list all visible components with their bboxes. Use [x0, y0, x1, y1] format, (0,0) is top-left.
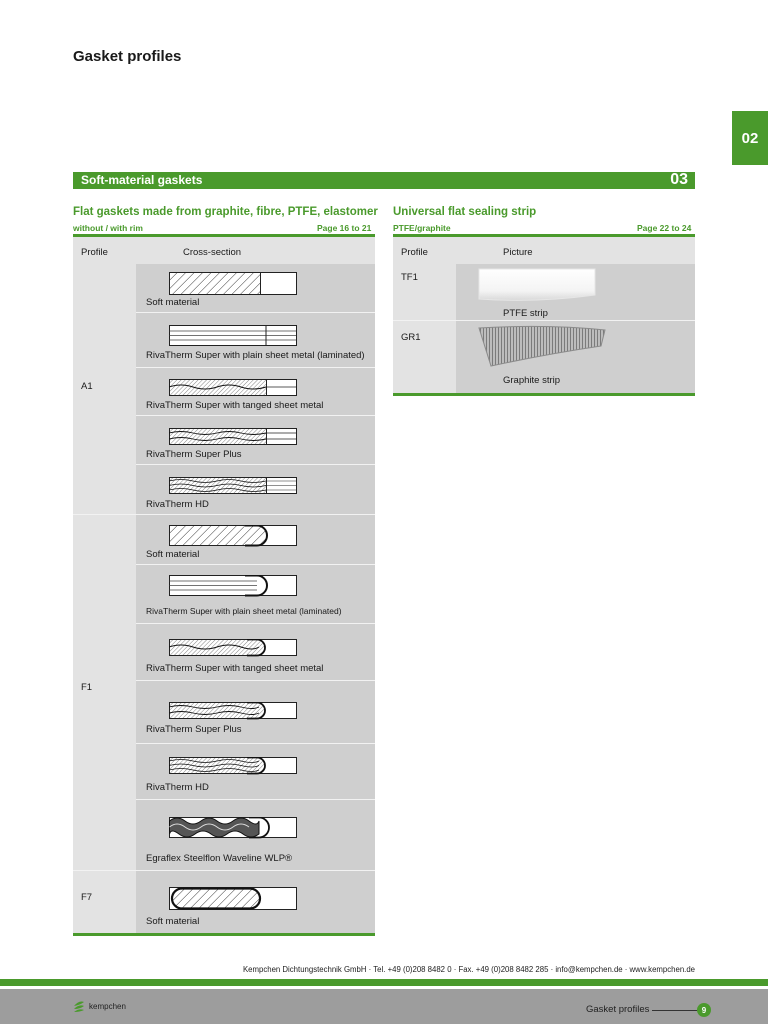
profile-a1-hd-label: RivaTherm HD: [146, 499, 209, 510]
right-block-bottom-rule: [393, 393, 695, 396]
strip-profile-gr1: GR1: [401, 332, 421, 343]
profile-a1-tanged-label: RivaTherm Super with tanged sheet metal: [146, 400, 324, 411]
ptfe-strip-caption: PTFE strip: [503, 308, 548, 319]
profile-a1-laminated-drawing: [169, 325, 297, 347]
profile-f1-laminated-label: RivaTherm Super with plain sheet metal (laminated): [146, 606, 342, 616]
profile-a1-hd-drawing: [169, 477, 297, 495]
profile-f1-tanged-label: RivaTherm Super with tanged sheet metal: [146, 663, 324, 674]
graphite-strip-caption: Graphite strip: [503, 375, 561, 386]
profile-f1-super-plus-label: RivaTherm Super Plus: [146, 724, 242, 735]
right-block-title: Universal flat sealing strip: [393, 206, 537, 218]
profile-label-a1: A1: [81, 381, 93, 392]
section-number: 03: [670, 171, 688, 188]
left-block-title: Flat gaskets made from graphite, fibre, PTFE, elastomer: [73, 206, 378, 218]
profile-a1-super-plus-drawing: [169, 428, 297, 446]
profile-label-f1: F1: [81, 682, 93, 693]
profile-f1-waveline-label: Egraflex Steelflon Waveline WLP®: [146, 853, 293, 864]
left-block-pages: Page 16 to 21: [317, 223, 372, 233]
chapter-tab[interactable]: 02: [732, 111, 768, 165]
profile-f1-tanged-drawing: [169, 639, 297, 657]
footer-section-name: Gasket profiles: [586, 1004, 650, 1015]
profile-a1-soft-material-drawing: [169, 272, 297, 296]
kempchen-logo: [73, 1000, 126, 1012]
strip-profile-tf1: TF1: [401, 272, 418, 283]
col-header-cross-section: Cross-section: [183, 247, 242, 258]
profile-a1-super-plus-label: RivaTherm Super Plus: [146, 449, 242, 460]
strip-table: [393, 237, 695, 393]
profile-f1-soft-material-drawing: [169, 525, 297, 547]
col-header-profile: Profile: [81, 247, 108, 258]
right-block-pages: Page 22 to 24: [637, 223, 692, 233]
strip-col-header-profile: Profile: [401, 247, 428, 258]
logo-text: kempchen: [89, 1001, 126, 1011]
cross-section-table: [73, 237, 375, 933]
profile-f1-laminated-drawing: [169, 575, 297, 597]
graphite-strip-picture: [477, 324, 607, 370]
strip-col-header-picture: Picture: [503, 247, 533, 258]
page-title: Gasket profiles: [73, 48, 182, 65]
footer-divider-line: [652, 1010, 698, 1011]
right-block-subtitle: PTFE/graphite: [393, 223, 451, 233]
section-bar: [73, 172, 695, 189]
ptfe-strip-picture: [477, 267, 599, 303]
footer-contact: Kempchen Dichtungstechnik GmbH · Tel. +49 (0)208 8482 0 · Fax. +49 (0)208 8482 285 · info@kempchen.de · www.kempchen.de: [242, 965, 695, 974]
profile-f1-hd-label: RivaTherm HD: [146, 782, 209, 793]
profile-label-f7: F7: [81, 892, 93, 903]
page-number-badge: 9: [697, 1003, 711, 1017]
section-label: Soft-material gaskets: [81, 173, 203, 187]
profile-a1-laminated-label: RivaTherm Super with plain sheet metal (laminated): [146, 350, 365, 361]
profile-f7-soft-material-label: Soft material: [146, 916, 200, 927]
profile-f7-soft-material-drawing: [169, 887, 297, 911]
profile-f1-super-plus-drawing: [169, 702, 297, 720]
kempchen-leaf-icon: [73, 1000, 85, 1012]
footer-green-band: [0, 979, 768, 986]
profile-f1-waveline-drawing: [169, 817, 297, 839]
profile-a1-tanged-drawing: [169, 379, 297, 397]
left-block-bottom-rule: [73, 933, 375, 936]
profile-a1-soft-material-label: Soft material: [146, 297, 200, 308]
profile-f1-hd-drawing: [169, 757, 297, 775]
profile-f1-soft-material-label: Soft material: [146, 549, 200, 560]
left-block-subtitle: without / with rim: [73, 223, 143, 233]
